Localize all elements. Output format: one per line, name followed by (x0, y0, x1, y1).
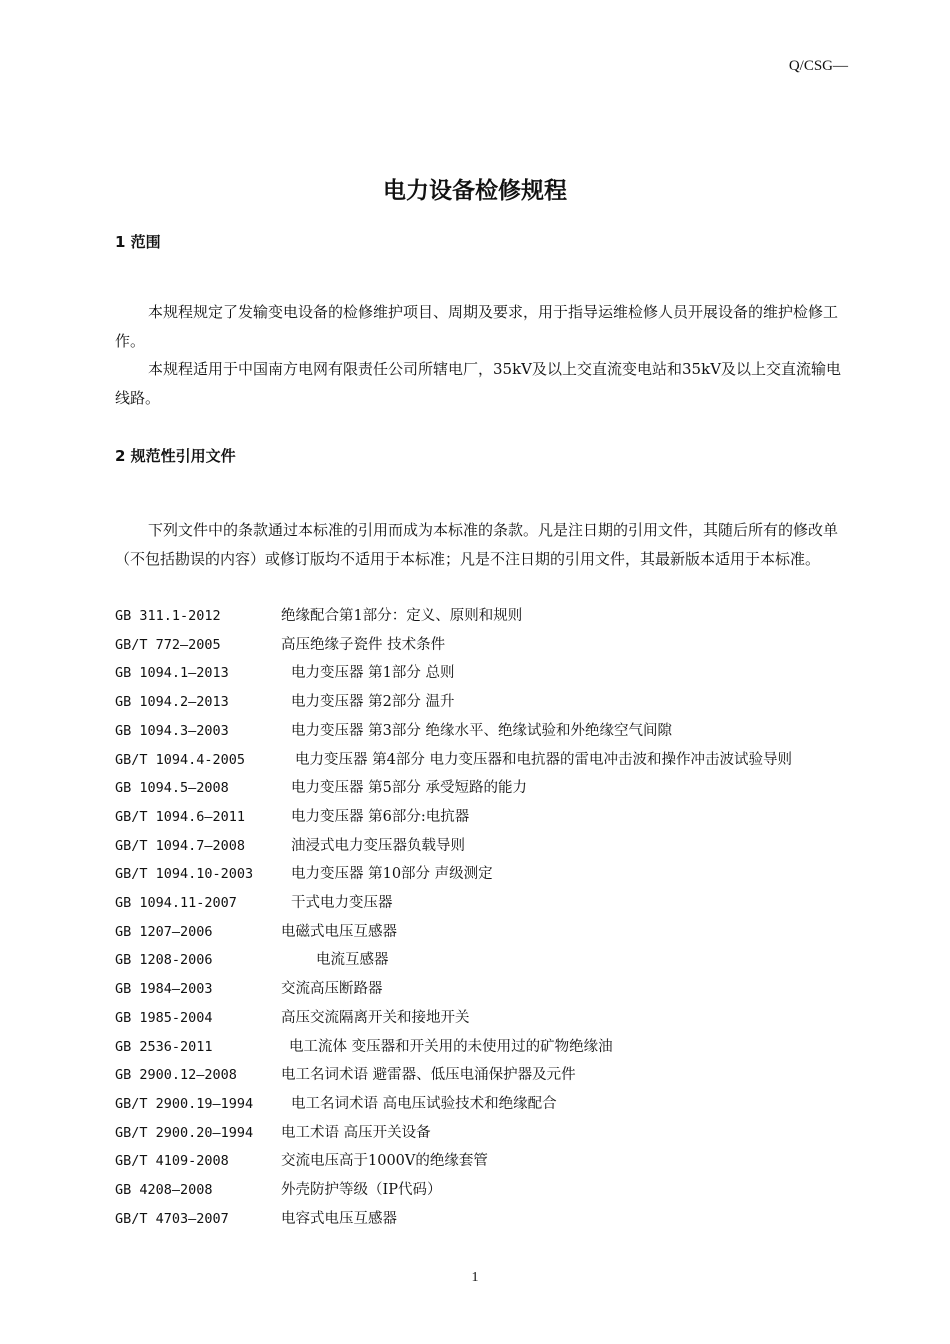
references-intro-paragraph: 下列文件中的条款通过本标准的引用而成为本标准的条款。凡是注日期的引用文件，其随后所有的修改单（不包括勘误的内容）或修订版均不适用于本标准；凡是不注日期的引用文件，其最新版本适用于本标准。 (115, 521, 839, 568)
reference-code: GB/T 1094.10-2003 (115, 866, 254, 883)
section-heading-references: 2 规范性引用文件 (115, 447, 236, 465)
reference-item (115, 717, 850, 746)
reference-code: GB 1094.5—2008 (115, 780, 229, 797)
reference-code: GB 1985-2004 (115, 1009, 213, 1026)
reference-item (115, 946, 850, 975)
reference-title: 电力变压器 第10部分 声级测定 (291, 866, 493, 883)
reference-item (115, 631, 850, 660)
reference-code: GB/T 4109-2008 (115, 1153, 229, 1170)
reference-title: 电力变压器 第5部分 承受短路的能力 (291, 780, 527, 797)
reference-code: GB 1208-2006 (115, 952, 213, 969)
reference-title: 电力变压器 第1部分 总则 (291, 665, 455, 682)
scope-paragraph-2: 本规程适用于中国南方电网有限责任公司所辖电厂，35kV及以上交直流变电站和35kV及以上交直流输电线路。 (115, 360, 842, 407)
reference-code: GB 1094.1—2013 (115, 665, 229, 682)
reference-item (115, 832, 850, 861)
page-number: 1 (471, 1270, 479, 1285)
reference-title: 外壳防护等级（IP代码） (281, 1182, 442, 1199)
reference-code: GB/T 1094.6—2011 (115, 808, 246, 825)
reference-item (115, 803, 850, 832)
reference-code: GB/T 1094.4-2005 (115, 751, 246, 768)
reference-code: GB 311.1-2012 (115, 608, 221, 624)
reference-title: 高压绝缘子瓷件 技术条件 (281, 636, 446, 653)
reference-item (115, 1176, 850, 1205)
reference-list (115, 602, 850, 1233)
reference-title: 电力变压器 第6部分:电抗器 (291, 808, 470, 825)
reference-code: GB/T 2900.20—1994 (115, 1124, 254, 1141)
reference-item (115, 1119, 850, 1148)
reference-item (115, 659, 850, 688)
section-heading-scope: 1 范围 (115, 233, 161, 251)
reference-item (115, 860, 850, 889)
reference-code: GB/T 4703—2007 (115, 1210, 229, 1227)
reference-item (115, 918, 850, 947)
reference-item (115, 688, 850, 717)
reference-title: 电工名词术语 避雷器、低压电涌保护器及元件 (281, 1067, 576, 1084)
reference-item (115, 889, 850, 918)
reference-code: GB/T 772—2005 (115, 636, 221, 653)
reference-title: 电容式电压互感器 (281, 1210, 397, 1227)
reference-title: 电工流体 变压器和开关用的未使用过的矿物绝缘油 (289, 1038, 613, 1055)
page-header-code: Q/CSG— (788, 58, 848, 74)
reference-title: 油浸式电力变压器负载导则 (291, 837, 465, 854)
reference-title: 电工术语 高压开关设备 (281, 1124, 431, 1141)
reference-title: 干式电力变压器 (291, 895, 393, 912)
reference-title: 电工名词术语 高电压试验技术和绝缘配合 (291, 1095, 557, 1112)
reference-code: GB 1094.11-2007 (115, 895, 237, 912)
reference-code: GB 4208—2008 (115, 1182, 213, 1199)
reference-item (115, 975, 850, 1004)
reference-title: 电磁式电压互感器 (281, 923, 397, 940)
reference-title: 电力变压器 第2部分 温升 (291, 694, 455, 711)
reference-code: GB 1984—2003 (115, 981, 213, 998)
reference-code: GB 1094.3—2003 (115, 722, 229, 739)
reference-title: 交流电压高于1000V的绝缘套管 (281, 1153, 488, 1170)
reference-title: 高压交流隔离开关和接地开关 (281, 1009, 470, 1026)
scope-paragraph-1: 本规程规定了发输变电设备的检修维护项目、周期及要求，用于指导运维检修人员开展设备的维护检修工作。 (115, 303, 839, 350)
document-title: 电力设备检修规程 (383, 178, 567, 204)
reference-code: GB 1207—2006 (115, 923, 213, 940)
reference-title: 电力变压器 第3部分 绝缘水平、绝缘试验和外绝缘空气间隙 (291, 722, 672, 739)
reference-code: GB/T 2900.19—1994 (115, 1095, 254, 1112)
reference-item (115, 1147, 850, 1176)
reference-item (115, 1004, 850, 1033)
reference-item (115, 774, 850, 803)
reference-code: GB 2900.12—2008 (115, 1067, 237, 1084)
reference-item (115, 1205, 850, 1234)
reference-item (115, 1061, 850, 1090)
reference-title: 电力变压器 第4部分 电力变压器和电抗器的雷电冲击波和操作冲击波试验导则 (295, 751, 792, 768)
reference-code: GB 1094.2—2013 (115, 694, 229, 711)
reference-title: 电流互感器 (316, 952, 389, 969)
reference-item (115, 1090, 850, 1119)
reference-title: 绝缘配合第1部分：定义、原则和规则 (281, 608, 523, 624)
reference-title: 交流高压断路器 (281, 981, 383, 998)
reference-item (115, 602, 850, 631)
reference-item (115, 1033, 850, 1062)
reference-item (115, 746, 850, 775)
reference-code: GB/T 1094.7—2008 (115, 837, 246, 854)
reference-code: GB 2536-2011 (115, 1038, 213, 1055)
